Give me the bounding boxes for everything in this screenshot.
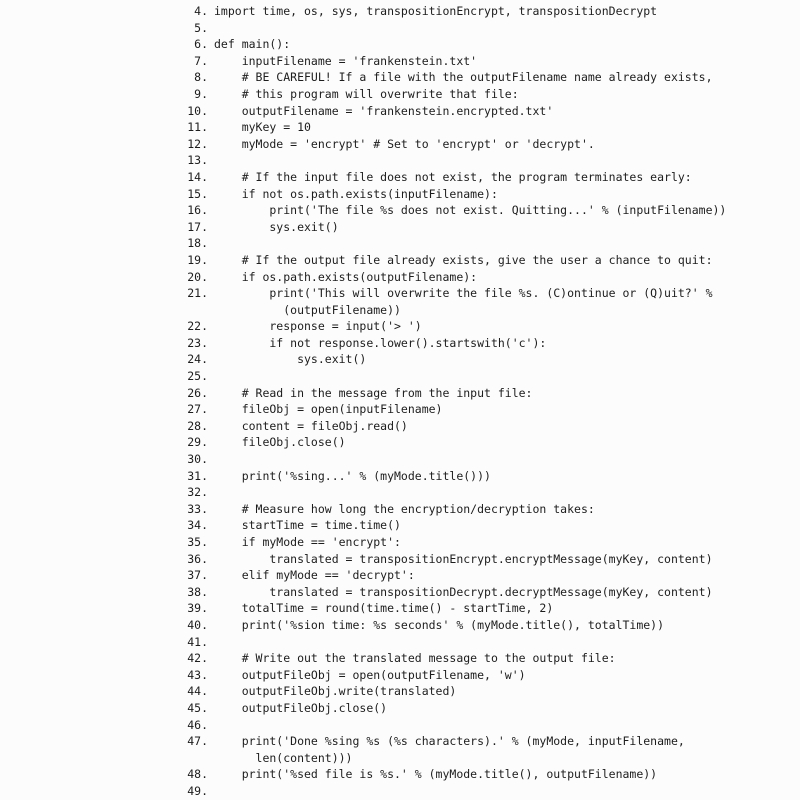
line-code: print('%sion time: %s seconds' % (myMode.title(), totalTime)) xyxy=(214,617,665,632)
line-code: sys.exit() xyxy=(214,352,367,367)
code-line xyxy=(181,451,800,468)
line-code: sys.exit() xyxy=(214,219,339,234)
line-number: 25. xyxy=(187,369,208,384)
code-line xyxy=(181,219,800,236)
line-number: 22. xyxy=(187,319,208,334)
code-line xyxy=(181,717,800,734)
line-number: 44. xyxy=(187,684,208,699)
line-code: fileObj = open(inputFilename) xyxy=(214,402,443,417)
line-code: startTime = time.time() xyxy=(214,518,401,533)
code-line xyxy=(181,368,800,385)
code-line xyxy=(181,285,800,302)
line-number: 48. xyxy=(187,767,208,782)
line-code: print('%sing...' % (myMode.title())) xyxy=(214,468,491,483)
line-code: response = input('> ') xyxy=(214,319,422,334)
code-line xyxy=(181,103,800,120)
line-number: 11. xyxy=(187,120,208,135)
line-number: 26. xyxy=(187,385,208,400)
line-code: len(content))) xyxy=(214,750,353,765)
line-code: # Measure how long the encryption/decryption takes: xyxy=(214,501,595,516)
line-code: outputFilename = 'frankenstein.encrypted.txt' xyxy=(214,103,554,118)
line-code: inputFilename = 'frankenstein.txt' xyxy=(214,53,478,68)
code-line xyxy=(181,169,800,186)
line-code: myKey = 10 xyxy=(214,120,311,135)
line-number: 20. xyxy=(187,269,208,284)
code-line xyxy=(181,318,800,335)
code-line xyxy=(181,766,800,783)
code-line xyxy=(181,385,800,402)
code-line xyxy=(181,119,800,136)
code-line xyxy=(181,152,800,169)
line-number: 28. xyxy=(187,418,208,433)
code-line xyxy=(181,501,800,518)
code-line xyxy=(181,335,800,352)
code-line xyxy=(181,235,800,252)
line-number: 41. xyxy=(187,634,208,649)
code-line xyxy=(181,36,800,53)
line-number: 45. xyxy=(187,700,208,715)
line-code: import time, os, sys, transpositionEncrypt, transpositionDecrypt xyxy=(214,4,658,18)
code-line xyxy=(181,700,800,717)
code-line xyxy=(181,534,800,551)
line-code: def main(): xyxy=(214,37,291,52)
line-number: 8. xyxy=(194,70,208,85)
line-number: 9. xyxy=(194,86,208,101)
line-code: print('This will overwrite the file %s. (C)ontinue or (Q)uit?' % xyxy=(214,286,713,301)
code-line xyxy=(181,351,800,368)
line-code: outputFileObj = open(outputFilename, 'w') xyxy=(214,667,526,682)
code-line xyxy=(181,617,800,634)
line-code: print('The file %s does not exist. Quitting...' % (inputFilename)) xyxy=(214,203,727,218)
line-number: 47. xyxy=(187,734,208,749)
line-code: # Read in the message from the input file: xyxy=(214,385,533,400)
code-line xyxy=(181,733,800,750)
line-code: translated = transpositionEncrypt.encryptMessage(myKey, content) xyxy=(214,551,713,566)
line-code: (outputFilename)) xyxy=(214,302,401,317)
line-number: 13. xyxy=(187,153,208,168)
line-number: 17. xyxy=(187,219,208,234)
code-line xyxy=(181,683,800,700)
code-line xyxy=(181,434,800,451)
line-number: 6. xyxy=(194,37,208,52)
line-number: 40. xyxy=(187,617,208,632)
line-code: if os.path.exists(outputFilename): xyxy=(214,269,478,284)
line-number: 38. xyxy=(187,584,208,599)
code-line xyxy=(181,650,800,667)
code-line xyxy=(181,186,800,203)
line-code: # BE CAREFUL! If a file with the outputFilename name already exists, xyxy=(214,70,713,85)
line-code: # this program will overwrite that file: xyxy=(214,86,519,101)
line-number: 33. xyxy=(187,501,208,516)
line-number: 18. xyxy=(187,236,208,251)
line-number: 4. xyxy=(194,4,208,18)
code-line xyxy=(181,20,800,37)
code-line xyxy=(181,401,800,418)
code-line xyxy=(181,136,800,153)
line-number: 43. xyxy=(187,667,208,682)
line-number: 23. xyxy=(187,335,208,350)
line-number: 10. xyxy=(187,103,208,118)
code-line xyxy=(181,600,800,617)
line-number: 46. xyxy=(187,717,208,732)
line-number: 37. xyxy=(187,568,208,583)
line-number: 34. xyxy=(187,518,208,533)
line-number: 30. xyxy=(187,452,208,467)
code-line xyxy=(181,69,800,86)
line-code: outputFileObj.close() xyxy=(214,700,388,715)
line-number: 16. xyxy=(187,203,208,218)
code-line xyxy=(181,269,800,286)
line-number: 39. xyxy=(187,601,208,616)
code-line xyxy=(181,53,800,70)
line-number: 32. xyxy=(187,485,208,500)
code-line xyxy=(181,3,800,20)
line-number: 42. xyxy=(187,651,208,666)
line-number: 27. xyxy=(187,402,208,417)
code-line xyxy=(181,484,800,501)
line-code: if not response.lower().startswith('c'): xyxy=(214,335,547,350)
code-line xyxy=(181,750,800,767)
line-number: 21. xyxy=(187,286,208,301)
line-code: elif myMode == 'decrypt': xyxy=(214,568,415,583)
code-line xyxy=(181,468,800,485)
code-line xyxy=(181,551,800,568)
line-code: # Write out the translated message to the output file: xyxy=(214,651,616,666)
code-line xyxy=(181,783,800,800)
line-code: if myMode == 'encrypt': xyxy=(214,535,401,549)
code-line xyxy=(181,252,800,269)
line-code: translated = transpositionDecrypt.decryptMessage(myKey, content) xyxy=(214,584,713,599)
code-line xyxy=(181,517,800,534)
line-code: if not os.path.exists(inputFilename): xyxy=(214,186,498,201)
line-number: 31. xyxy=(187,468,208,483)
line-number: 19. xyxy=(187,252,208,267)
line-number: 35. xyxy=(187,535,208,549)
line-number: 14. xyxy=(187,169,208,184)
code-line xyxy=(181,567,800,584)
code-line xyxy=(181,302,800,319)
line-code: print('Done %sing %s (%s characters).' % (myMode, inputFilename, xyxy=(214,734,685,749)
line-number: 36. xyxy=(187,551,208,566)
line-code: print('%sed file is %s.' % (myMode.title(), outputFilename)) xyxy=(214,767,658,782)
line-number: 24. xyxy=(187,352,208,367)
line-code: totalTime = round(time.time() - startTime, 2) xyxy=(214,601,554,616)
code-line xyxy=(181,667,800,684)
code-line xyxy=(181,634,800,651)
line-number: 5. xyxy=(194,20,208,35)
code-line xyxy=(181,86,800,103)
line-number: 15. xyxy=(187,186,208,201)
line-code: myMode = 'encrypt' # Set to 'encrypt' or 'decrypt'. xyxy=(214,136,595,151)
code-line xyxy=(181,202,800,219)
line-number: 49. xyxy=(187,783,208,798)
line-code: content = fileObj.read() xyxy=(214,418,408,433)
line-number: 12. xyxy=(187,136,208,151)
line-code: outputFileObj.write(translated) xyxy=(214,684,457,699)
line-code: # If the output file already exists, give the user a chance to quit: xyxy=(214,252,713,267)
line-number: 7. xyxy=(194,53,208,68)
code-line xyxy=(181,584,800,601)
line-number: 29. xyxy=(187,435,208,450)
line-code: # If the input file does not exist, the program terminates early: xyxy=(214,169,692,184)
code-line xyxy=(181,418,800,435)
line-code: fileObj.close() xyxy=(214,435,346,450)
